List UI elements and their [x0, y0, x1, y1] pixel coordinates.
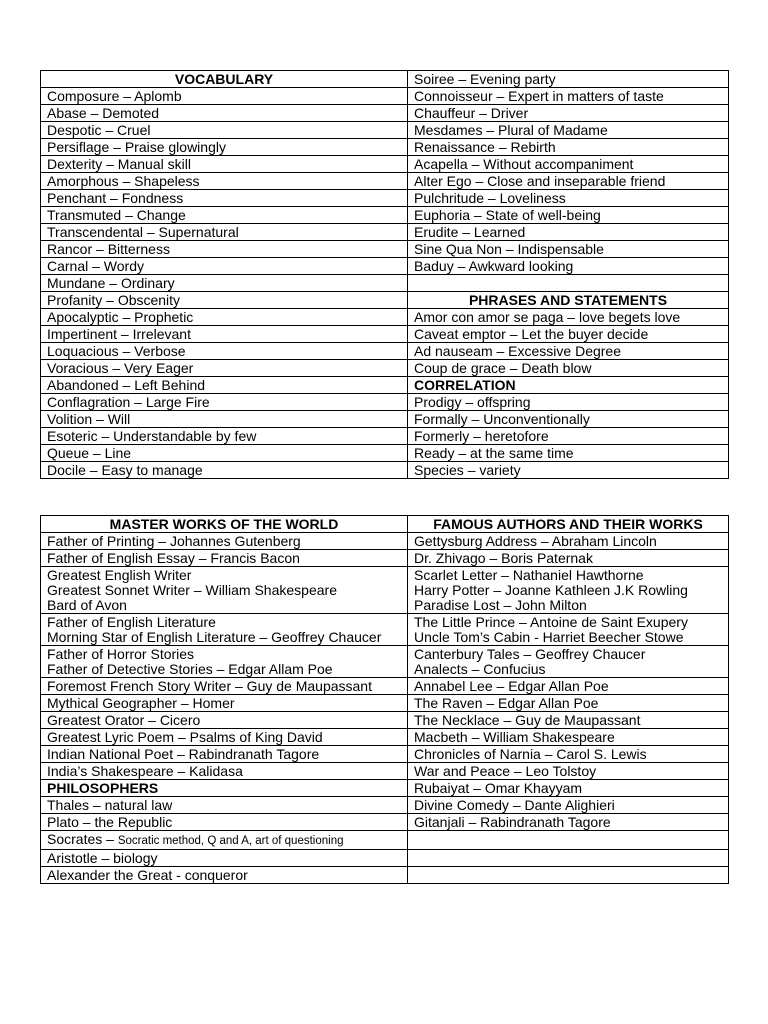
left-cell	[41, 122, 408, 139]
cell-text: Euphoria – State of well-being	[414, 207, 601, 223]
cell-text: Rancor – Bitterness	[47, 241, 170, 257]
cell-text: Baduy – Awkward looking	[414, 258, 574, 274]
cell-text: Abase – Demoted	[47, 105, 160, 121]
cell-text: Father of Horror Stories	[47, 646, 195, 662]
cell-text: Dr. Zhivago – Boris Paternak	[414, 550, 593, 566]
left-cell	[41, 292, 408, 309]
cell-text: Apocalyptic – Prophetic	[47, 309, 194, 325]
table-row	[41, 173, 729, 190]
right-cell	[408, 309, 729, 326]
left-cell	[41, 275, 408, 292]
right-cell	[408, 122, 729, 139]
cell-text: Mesdames – Plural of Madame	[414, 122, 608, 138]
table-row	[41, 224, 729, 241]
table-row	[41, 850, 729, 867]
table-row	[41, 614, 729, 646]
left-cell	[41, 309, 408, 326]
cell-text: Amor con amor se paga – love begets love	[414, 309, 681, 325]
cell-text: Annabel Lee – Edgar Allan Poe	[414, 678, 609, 694]
right-cell	[408, 173, 729, 190]
right-cell	[408, 326, 729, 343]
table-row	[41, 550, 729, 567]
cell-text: Bard of Avon	[47, 597, 127, 613]
right-cell	[408, 105, 729, 122]
cell-text: India’s Shakespeare – Kalidasa	[47, 763, 243, 779]
left-cell	[41, 445, 408, 462]
table-row	[41, 797, 729, 814]
right-cell	[408, 867, 729, 884]
left-cell	[41, 712, 408, 729]
right-cell	[408, 550, 729, 567]
master-works-table-body	[41, 516, 729, 884]
right-cell	[408, 614, 729, 646]
table-row	[41, 292, 729, 309]
left-cell	[41, 516, 408, 533]
cell-text: Greatest Sonnet Writer – William Shakespeare	[47, 582, 337, 598]
right-cell	[408, 394, 729, 411]
cell-text: Prodigy – offspring	[414, 394, 531, 410]
cell-text: VOCABULARY	[174, 71, 274, 87]
cell-text: Plato – the Republic	[47, 814, 173, 830]
cell-text: Alexander the Great - conqueror	[47, 867, 248, 883]
table-row	[41, 428, 729, 445]
cell-text: CORRELATION	[414, 377, 516, 393]
master-works-table	[40, 515, 729, 884]
table-row	[41, 763, 729, 780]
left-cell	[41, 678, 408, 695]
cell-text: Acapella – Without accompaniment	[414, 156, 634, 172]
right-cell	[408, 377, 729, 394]
table-row	[41, 156, 729, 173]
cell-text: Coup de grace – Death blow	[414, 360, 592, 376]
table-row	[41, 462, 729, 479]
left-cell	[41, 258, 408, 275]
table-row	[41, 831, 729, 850]
table-row	[41, 258, 729, 275]
right-cell	[408, 797, 729, 814]
table-row	[41, 241, 729, 258]
cell-text: Sine Qua Non – Indispensable	[414, 241, 604, 257]
cell-text: Formerly – heretofore	[414, 428, 549, 444]
left-cell	[41, 867, 408, 884]
cell-text: Macbeth – William Shakespeare	[414, 729, 615, 745]
table-row	[41, 533, 729, 550]
cell-text: Formally – Unconventionally	[414, 411, 590, 427]
cell-text: Docile – Easy to manage	[47, 462, 203, 478]
cell-text: Uncle Tom’s Cabin - Harriet Beecher Stowe	[414, 629, 684, 645]
left-cell	[41, 88, 408, 105]
right-cell	[408, 567, 729, 614]
cell-text: Despotic – Cruel	[47, 122, 151, 138]
table-row	[41, 394, 729, 411]
cell-text: Gettysburg Address – Abraham Lincoln	[414, 533, 657, 549]
right-cell	[408, 207, 729, 224]
table-row	[41, 377, 729, 394]
table-row	[41, 695, 729, 712]
right-cell	[408, 533, 729, 550]
cell-text: Caveat emptor – Let the buyer decide	[414, 326, 649, 342]
cell-text: Queue – Line	[47, 445, 132, 461]
left-cell	[41, 614, 408, 646]
right-cell	[408, 729, 729, 746]
cell-text: Paradise Lost – John Milton	[414, 597, 587, 613]
cell-text: Abandoned – Left Behind	[47, 377, 206, 393]
cell-text: Mundane – Ordinary	[47, 275, 175, 291]
cell-text: Ready – at the same time	[414, 445, 574, 461]
left-cell	[41, 550, 408, 567]
left-cell	[41, 746, 408, 763]
cell-text: Voracious – Very Eager	[47, 360, 194, 376]
table-row	[41, 780, 729, 797]
right-cell	[408, 71, 729, 88]
cell-text: Ad nauseam – Excessive Degree	[414, 343, 621, 359]
cell-text: Greatest Orator – Cicero	[47, 712, 201, 728]
cell-text: Chronicles of Narnia – Carol S. Lewis	[414, 746, 647, 762]
left-cell	[41, 831, 408, 850]
left-cell	[41, 343, 408, 360]
vocabulary-table-body	[41, 71, 729, 479]
left-cell	[41, 71, 408, 88]
table-row	[41, 207, 729, 224]
left-cell	[41, 428, 408, 445]
table-row	[41, 88, 729, 105]
cell-text: Morning Star of English Literature – Geoffrey Chaucer	[47, 629, 382, 645]
right-cell	[408, 411, 729, 428]
cell-text: Persiflage – Praise glowingly	[47, 139, 226, 155]
cell-text: Carnal – Wordy	[47, 258, 145, 274]
cell-text: Impertinent – Irrelevant	[47, 326, 191, 342]
left-cell	[41, 533, 408, 550]
vocabulary-table	[40, 70, 729, 479]
table-row	[41, 275, 729, 292]
right-cell	[408, 462, 729, 479]
left-cell	[41, 156, 408, 173]
cell-text: Rubaiyat – Omar Khayyam	[414, 780, 583, 796]
cell-text: PHILOSOPHERS	[47, 780, 159, 796]
cell-text: Profanity – Obscenity	[47, 292, 181, 308]
table-row	[41, 326, 729, 343]
cell-text: Volition – Will	[47, 411, 131, 427]
left-cell	[41, 797, 408, 814]
right-cell	[408, 360, 729, 377]
table-row	[41, 122, 729, 139]
left-cell	[41, 646, 408, 678]
cell-text: Loquacious – Verbose	[47, 343, 186, 359]
cell-text: Scarlet Letter – Nathaniel Hawthorne	[414, 567, 644, 583]
right-cell	[408, 763, 729, 780]
cell-text: Penchant – Fondness	[47, 190, 184, 206]
right-cell	[408, 275, 729, 292]
table-row	[41, 814, 729, 831]
cell-text: Father of Detective Stories – Edgar Allam Poe	[47, 661, 333, 677]
cell-note-text: Socratic method, Q and A, art of questioning	[117, 835, 344, 847]
right-cell	[408, 678, 729, 695]
right-cell	[408, 516, 729, 533]
cell-text: Mythical Geographer – Homer	[47, 695, 235, 711]
right-cell	[408, 258, 729, 275]
left-cell	[41, 139, 408, 156]
table-row	[41, 190, 729, 207]
table-row	[41, 411, 729, 428]
right-cell	[408, 343, 729, 360]
table-row	[41, 746, 729, 763]
cell-text: Foremost French Story Writer – Guy de Maupassant	[47, 678, 372, 694]
left-cell	[41, 207, 408, 224]
left-cell	[41, 326, 408, 343]
cell-text: FAMOUS AUTHORS AND THEIR WORKS	[433, 516, 703, 532]
cell-text: Transmuted – Change	[47, 207, 186, 223]
right-cell	[408, 156, 729, 173]
right-cell	[408, 445, 729, 462]
right-cell	[408, 292, 729, 309]
cell-text: Socrates –	[47, 831, 118, 847]
cell-text: Harry Potter – Joanne Kathleen J.K Rowling	[414, 582, 688, 598]
cell-text: Gitanjali – Rabindranath Tagore	[414, 814, 611, 830]
table-row	[41, 445, 729, 462]
cell-text: Greatest Lyric Poem – Psalms of King David	[47, 729, 323, 745]
right-cell	[408, 850, 729, 867]
cell-text: Soiree – Evening party	[414, 71, 556, 87]
cell-text: Composure – Aplomb	[47, 88, 182, 104]
cell-text: Species – variety	[414, 462, 521, 478]
table-row	[41, 343, 729, 360]
left-cell	[41, 241, 408, 258]
cell-text: Greatest English Writer	[47, 567, 192, 583]
cell-text: Pulchritude – Loveliness	[414, 190, 566, 206]
cell-text: The Raven – Edgar Allan Poe	[414, 695, 599, 711]
table-row	[41, 309, 729, 326]
cell-text: Canterbury Tales – Geoffrey Chaucer	[414, 646, 646, 662]
table-row	[41, 567, 729, 614]
left-cell	[41, 814, 408, 831]
table-row	[41, 646, 729, 678]
cell-text: MASTER WORKS OF THE WORLD	[109, 516, 339, 532]
left-cell	[41, 224, 408, 241]
right-cell	[408, 88, 729, 105]
cell-text: The Necklace – Guy de Maupassant	[414, 712, 641, 728]
left-cell	[41, 411, 408, 428]
table-row	[41, 516, 729, 533]
left-cell	[41, 377, 408, 394]
right-cell	[408, 224, 729, 241]
cell-text: Connoisseur – Expert in matters of taste	[414, 88, 664, 104]
cell-text: Conflagration – Large Fire	[47, 394, 210, 410]
left-cell	[41, 394, 408, 411]
table-row	[41, 360, 729, 377]
right-cell	[408, 139, 729, 156]
cell-text: Alter Ego – Close and inseparable friend	[414, 173, 666, 189]
right-cell	[408, 814, 729, 831]
left-cell	[41, 729, 408, 746]
cell-text: Divine Comedy – Dante Alighieri	[414, 797, 615, 813]
right-cell	[408, 241, 729, 258]
right-cell	[408, 746, 729, 763]
cell-text: The Little Prince – Antoine de Saint Exupery	[414, 614, 688, 630]
left-cell	[41, 763, 408, 780]
table-row	[41, 678, 729, 695]
table-row	[41, 71, 729, 88]
cell-text: Father of Printing – Johannes Gutenberg	[47, 533, 301, 549]
cell-text: Father of English Essay – Francis Bacon	[47, 550, 300, 566]
right-cell	[408, 646, 729, 678]
right-cell	[408, 190, 729, 207]
left-cell	[41, 462, 408, 479]
right-cell	[408, 428, 729, 445]
table-row	[41, 867, 729, 884]
left-cell	[41, 173, 408, 190]
cell-text: Aristotle – biology	[47, 850, 158, 866]
cell-text: Father of English Literature	[47, 614, 216, 630]
left-cell	[41, 780, 408, 797]
right-cell	[408, 695, 729, 712]
left-cell	[41, 567, 408, 614]
cell-text: Dexterity – Manual skill	[47, 156, 191, 172]
cell-text: Amorphous – Shapeless	[47, 173, 200, 189]
left-cell	[41, 695, 408, 712]
cell-text: PHRASES AND STATEMENTS	[468, 292, 668, 308]
table-row	[41, 139, 729, 156]
left-cell	[41, 850, 408, 867]
cell-text: Indian National Poet – Rabindranath Tagore	[47, 746, 320, 762]
cell-text: Erudite – Learned	[414, 224, 526, 240]
cell-text: Analects – Confucius	[414, 661, 546, 677]
left-cell	[41, 190, 408, 207]
left-cell	[41, 360, 408, 377]
table-row	[41, 105, 729, 122]
table-row	[41, 729, 729, 746]
cell-text: War and Peace – Leo Tolstoy	[414, 763, 597, 779]
right-cell	[408, 712, 729, 729]
cell-text: Renaissance – Rebirth	[414, 139, 556, 155]
cell-text: Esoteric – Understandable by few	[47, 428, 257, 444]
cell-text: Thales – natural law	[47, 797, 173, 813]
cell-text: Chauffeur – Driver	[414, 105, 529, 121]
right-cell	[408, 780, 729, 797]
left-cell	[41, 105, 408, 122]
table-row	[41, 712, 729, 729]
cell-text: Transcendental – Supernatural	[47, 224, 239, 240]
right-cell	[408, 831, 729, 850]
